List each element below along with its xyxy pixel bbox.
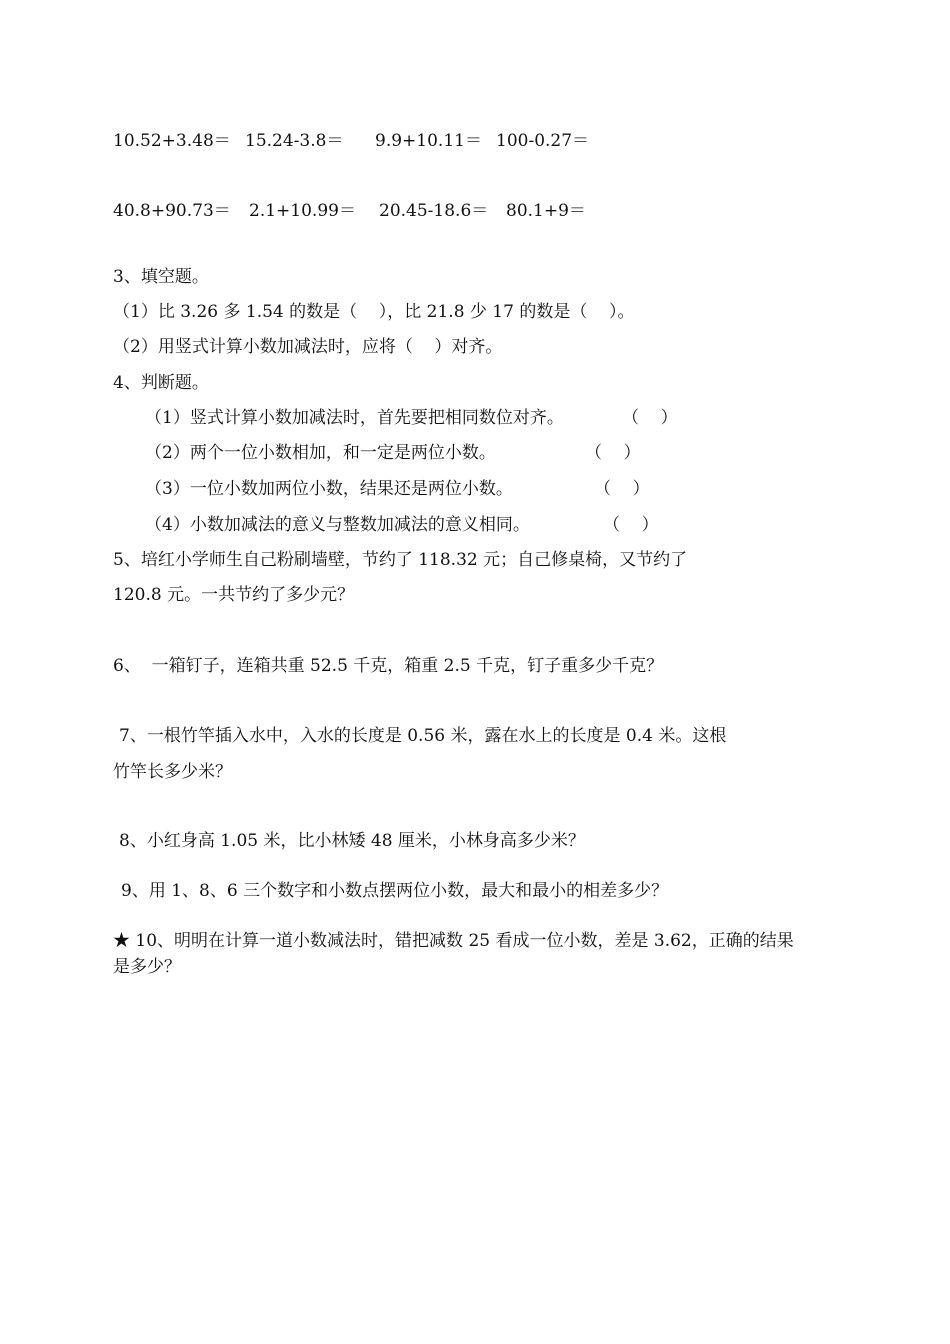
calc-row-2: [0, 196, 950, 220]
answer-bracket: （ ）: [603, 515, 659, 535]
true-false-question: （1）竖式计算小数加减法时，首先要把相同数位对齐。: [145, 408, 564, 428]
calc-expression: 9.9+10.11＝: [375, 131, 482, 151]
calc-row-1: [0, 126, 950, 150]
word-problem-8: 8、小红身高 1.05 米，比小林矮 48 厘米，小林身高多少米？: [119, 831, 585, 851]
calc-expression: 15.24-3.8＝: [245, 131, 344, 151]
answer-bracket: （ ）: [585, 443, 641, 463]
word-problem-6: 6、 一箱钉子，连箱共重 52.5 千克，箱重 2.5 千克，钉子重多少千克？: [113, 656, 664, 676]
word-problem-10: ★ 10、明明在计算一道小数减法时，错把减数 25 看成一位小数，差是 3.62，正确的结果: [113, 931, 794, 951]
fill-in-question: （2）用竖式计算小数加减法时，应将（ ）对齐。: [113, 337, 503, 357]
answer-bracket: （ ）: [594, 479, 650, 499]
calc-expression: 2.1+10.99＝: [249, 201, 356, 221]
section4-heading: 4、判断题。: [113, 373, 209, 393]
true-false-question: （3）一位小数加两位小数，结果还是两位小数。: [145, 479, 513, 499]
calc-expression: 10.52+3.48＝: [113, 131, 231, 151]
section3-heading: 3、填空题。: [113, 267, 209, 287]
fill-in-question: （1）比 3.26 多 1.54 的数是（ ），比 21.8 少 17 的数是（ ）。: [113, 302, 635, 322]
word-problem-7: 7、一根竹竿插入水中，入水的长度是 0.56 米，露在水上的长度是 0.4 米。这根: [119, 726, 727, 746]
word-problem-5: 5、培红小学师生自己粉刷墙壁，节约了 118.32 元；自己修桌椅，又节约了: [113, 550, 688, 570]
true-false-question: （4）小数加减法的意义与整数加减法的意义相同。: [145, 515, 530, 535]
calc-expression: 20.45-18.6＝: [379, 201, 489, 221]
calc-expression: 40.8+90.73＝: [113, 201, 231, 221]
true-false-question: （2）两个一位小数相加，和一定是两位小数。: [145, 443, 496, 463]
calc-expression: 80.1+9＝: [506, 201, 586, 221]
answer-bracket: （ ）: [622, 408, 678, 428]
calc-expression: 100-0.27＝: [496, 131, 590, 151]
word-problem-10-cont: 是多少？: [113, 957, 181, 977]
word-problem-5-cont: 120.8 元。一共节约了多少元？: [113, 585, 355, 605]
word-problem-9: 9、用 1、8、6 三个数字和小数点摆两位小数，最大和最小的相差多少？: [121, 881, 669, 901]
word-problem-7-cont: 竹竿长多少米？: [113, 762, 232, 782]
